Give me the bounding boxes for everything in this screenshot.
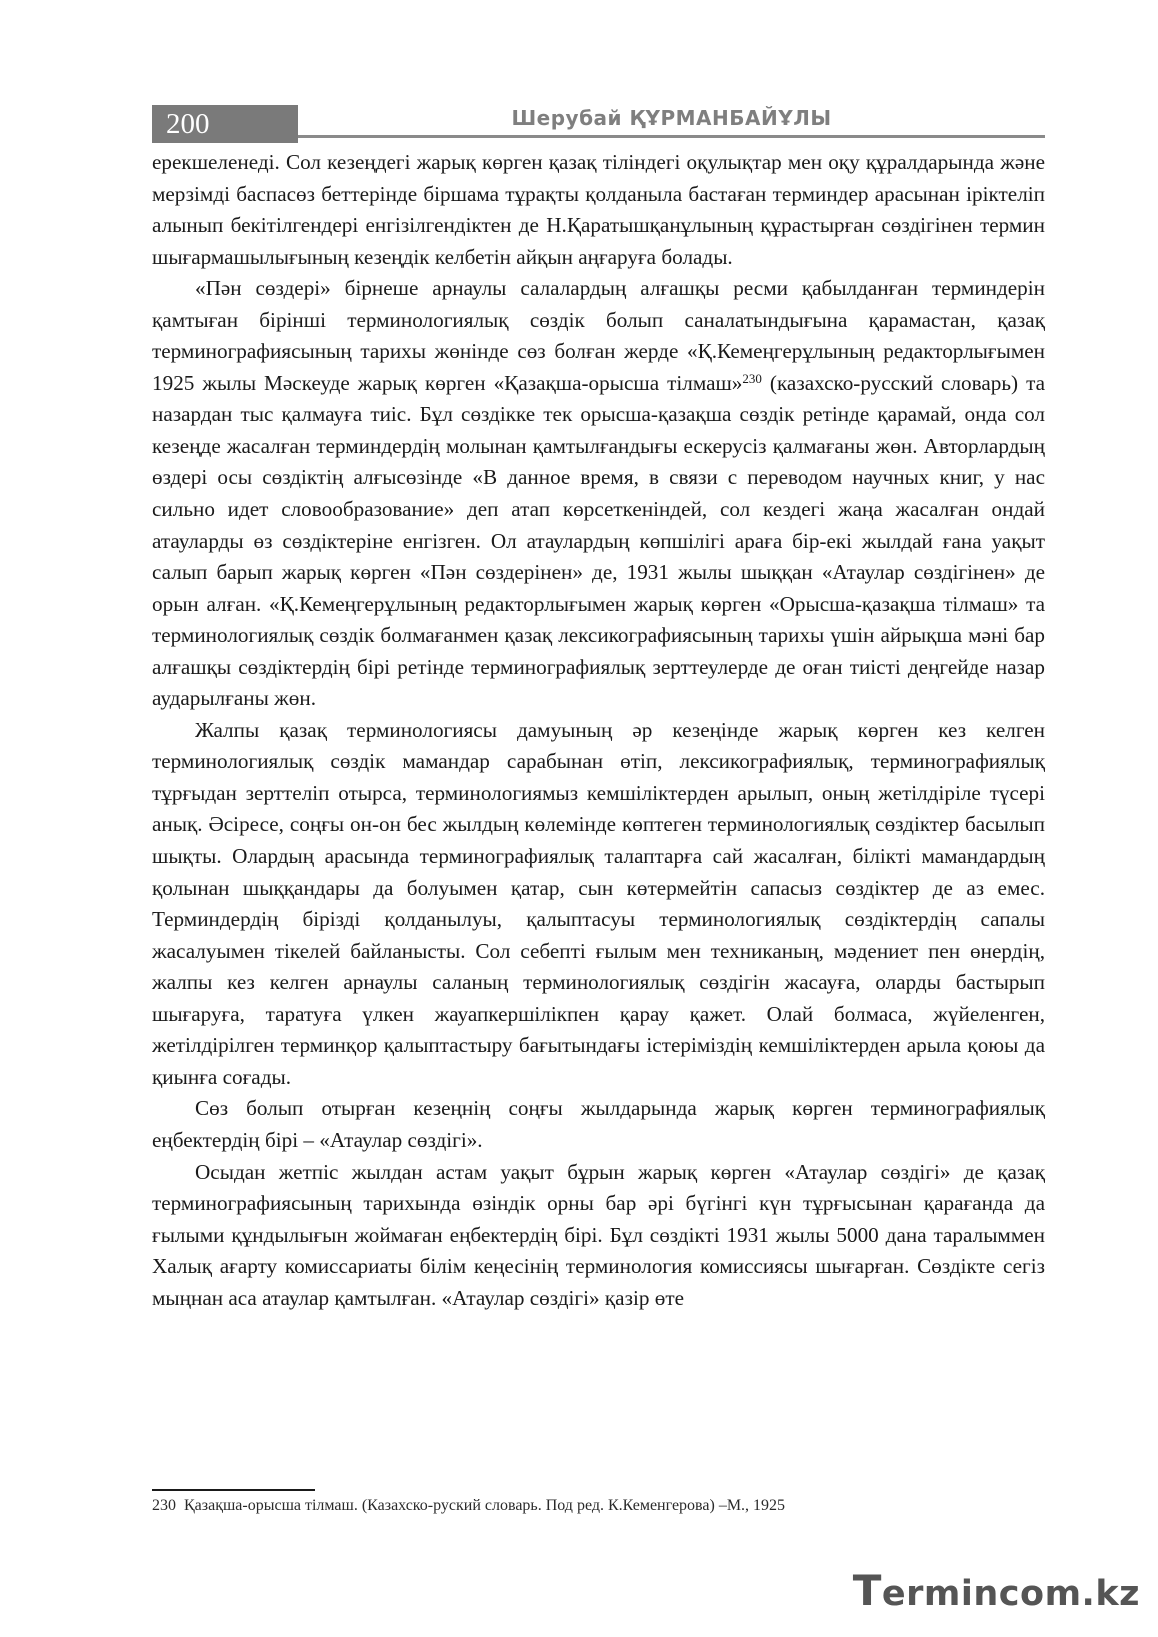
body-text [152,147,1045,1314]
header-rule [298,135,1045,138]
footnote-number: 230 [152,1497,176,1514]
page-number: 200 [152,105,298,143]
watermark-rest: ermincom.kz [881,1574,1140,1614]
page-header [152,103,1045,143]
paragraph-2-after: (казахско-русский словарь) та назардан тыс қалмауға тиіс. Бұл сөздікке тек орысша-қазақша сөздік ретінде қарамай, онда сол кезеңде жасалған терминдердің молынан қамтылғандығы ескерусіз қалмағаны жөн. Авторлардың өздері осы сөздіктің алғысөзінде «В данное время, в связи с переводом научных книг, у нас сильно идет словообразование» деп атап көрсеткеніндей, сол кездегі жаңа жасалған ондай атауларды өз сөздіктеріне енгізген. Ол атаулардың көпшілігі араға бір-екі жылдай ғана уақыт салып барып жарық көрген «Пән сөздерінен» де, 1931 жылы шыққан «Атаулар сөздігінен» де орын алған. «Қ.Кемеңгерұлының редакторлығымен жарық көрген «Орысша-қазақша тілмаш» та терминологиялық сөздік болмағанмен қазақ лексикографиясының тарихы үшін айрықша мәні бар алғашқы сөздіктердің бірі ретінде терминографиялық зерттеулерде де оған тиісті деңгейде назар аударылғаны жөн. [152,370,1045,711]
paragraph-1: ерекшеленеді. Сол кезеңдегі жарық көрген қазақ тіліндегі оқулықтар мен оқу құралдарында және мерзімді баспасөз беттерінде біршама тұрақты қолданыла бастаған терминдер арасынан іріктеліп алынып бекітілгендері енгізілгендіктен де Н.Қаратышқанұлының құрастырған сөздігінен термин шығармашылығының кезеңдік келбетін айқын аңғаруға болады. [152,150,1045,269]
paragraph-2 [152,273,1045,715]
footnote [152,1495,1045,1517]
watermark-first-letter: T [852,1566,882,1615]
footnote-ref-230[interactable]: 230 [742,370,762,386]
paragraph-4: Сөз болып отырған кезеңнің соңғы жылдарында жарық көрген терминографиялық еңбектердің бірі – «Атаулар сөздігі». [152,1096,1045,1152]
footnote-text: Қазақша-орысша тілмаш. (Казахско-руский словарь. Под ред. К.Кеменгерова) –М., 1925 [184,1497,786,1514]
running-head-author: Шерубай ҚҰРМАНБАЙҰЛЫ [511,106,832,130]
paragraph-3: Жалпы қазақ терминологиясы дамуының әр кезеңінде жарық көрген кез келген терминологиялық сөздік мамандар сарабынан өтіп, лексикографиялық, терминографиялық тұрғыдан зерттеліп отырса, терминологиямыз кемшіліктерден арылып, оның жетілдіріле түсері анық. Әсіресе, соңғы он-он бес жылдың көлемінде көптеген терминологиялық сөздіктер басылып шықты. Олардың арасында терминографиялық талаптарға сай жасалған, білікті мамандардың қолынан шыққандары да болуымен қатар, сын көтермейтін сапасыз сөздіктер де аз емес. Терминдердің бірізді қолданылуы, қалыптасуы терминологиялық сөздіктердің сапалы жасалуымен тікелей байланысты. Сол себепті ғылым мен техниканың, мәдениет пен өнердің, жалпы кез келген арнаулы саланың терминологиялық сөздігін жасауға, оларды бастырып шығаруға, таратуға үлкен жауапкершілікпен қарау қажет. Олай болмаса, жүйеленген, жетілдірілген терминқор қалыптастыру бағытындағы істеріміздің кемшіліктерден арыла қоюы да қиынға соғады. [152,717,1045,1089]
site-watermark [852,1566,1140,1615]
paragraph-2-before: «Пән сөздері» бірнеше арнаулы салалардың алғашқы ресми қабылданған терминдерін қамтыған бірінші терминологиялық сөздік болып саналатындығына қарамастан, қазақ терминографиясының тарихы жөнінде сөз болған жерде «Қ.Кемеңгерұлының редакторлығымен 1925 жылы Мәскеуде жарық көрген «Қазақша-орысша тілмаш» [152,276,1045,395]
paragraph-5: Осыдан жетпіс жылдан астам уақыт бұрын жарық көрген «Атаулар сөздігі» де қазақ терминографиясының тарихында өзіндік орны бар әрі бүгінгі күн тұрғысынан қарағанда да ғылыми құндылығын жоймаған еңбектердің бірі. Бұл сөздікті 1931 жылы 5000 дана таралыммен Халық ағарту комиссариаты білім кеңесінің терминология комиссиясы шығарған. Сөздікте сегіз мыңнан аса атаулар қамтылған. «Атаулар сөздігі» қазір өте [152,1159,1045,1310]
footnote-separator [152,1489,315,1491]
